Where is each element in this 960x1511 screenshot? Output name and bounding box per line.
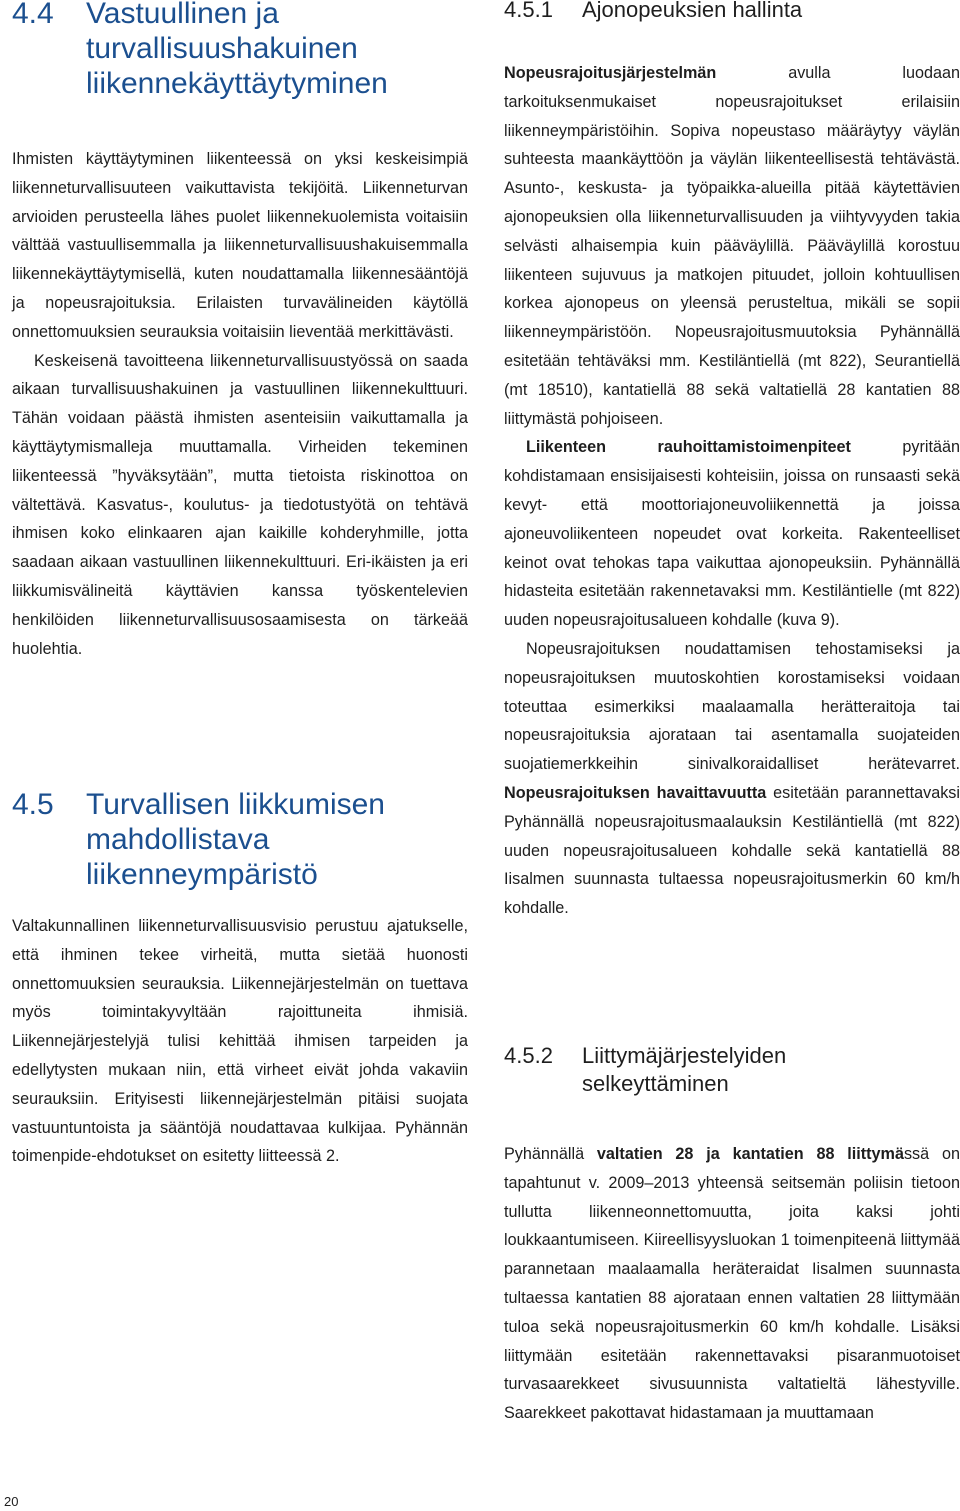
section-number: 4.5.1 <box>504 0 553 22</box>
paragraph: Valtakunnallinen liikenneturvallisuusvisio perustuu ajatukselle, että ihminen tekee virheitä, mutta sietää huonosti onnettomuuksien seurauksia. Liikennejärjestelmän on tuettava myös toimintakyvyltään rajoittuneita ihmisiä. Liikennejärjestelyjä tulisi kehittää ihmisen tarpeiden ja edellytysten mukaan niin, että virheet eivät johda vakaviin seurauksiin. Erityisesti liikennejärjestelmän pitäisi suojata vastuuntuntoista ja sääntöjä noudattavaa kulkijaa. Pyhännän toimenpide-ehdotukset on esitetty liitteessä 2. <box>12 917 468 1166</box>
paragraph: Ihmisten käyttäytyminen liikenteessä on yksi keskeisimpiä liikenneturvallisuuteen vaikuttavista tekijöitä. Liikenneturvan arvioiden perusteella lähes puolet liikennekuolemista voitaisiin välttää vastuullisemmalla ja liikenneturvallisuushakuisemmalla liikennekäyttäytymisellä, kuten noudattamalla liikennesääntöjä ja nopeusrajoituksia. Erilaisten turvavälineiden käytöllä onnettomuuksien seurauksia voitaisiin lieventää merkittävästi. <box>12 150 468 341</box>
paragraph: Pyhännällä valtatien 28 ja kantatien 88 liittymässä on tapahtunut v. 2009–2013 yhteensä seitsemän poliisin tietoon tullutta liikenneonnettomuutta, joita kaksi johti loukkaantumiseen. Kiireellisyysluokan 1 toimenpiteenä liittymää parannetaan maalaamalla heräteraidat Iisalmen suunnasta tultaessa kantatien 88 ajorataan ennen valtatien 28 liittymään tuloa sekä nopeusrajoitusmerkin 60 km/h kohdalle. Lisäksi liittymään esitetään rakennettavaksi pisaranmuotoiset turvasaarekkeet sivusuunnista valtatieltä lähestyville. Saarekkeet pakottavat hidastamaan ja muuttamaan <box>504 1145 960 1423</box>
section-title: Vastuullinen ja turvallisuushakuinen liikennekäyttäytyminen <box>86 0 388 100</box>
bold-term: Nopeusrajoituksen havaittavuutta <box>504 783 767 802</box>
bold-term: valtatien 28 ja kantatien 88 liittymä <box>596 1145 904 1163</box>
section-4-5-2-body <box>504 1140 960 1428</box>
section-title: Turvallisen liikkumisen mahdollistava liikenneympäristö <box>86 788 385 891</box>
paragraph: Keskeisenä tavoitteena liikenneturvallisuustyössä on saada aikaan turvallisuushakuinen ja vastuullinen liikennekulttuuri. Tähän voidaan päästä ihmisten asenteisiin vaikuttamalla ja käyttäytymismalleja muuttamalla. Virheiden tekeminen liikenteessä ”hyväksytään”, mutta tietoista riskinottoa on vältettävä. Kasvatus-, koulutus- ja tiedotustyötä on tehtävä ihmisen koko elinkaaren ajan kaikille kohderyhmille, jotta saadaan aikaan vastuullinen liikennekulttuuri. Eri-ikäisten ja eri liikkumisvälineitä käyttävien kanssa työskentelevien henkilöiden liikenneturvallisuusosaamisesta on tärkeää huolehtia. <box>12 351 468 658</box>
section-number: 4.5 <box>12 788 54 821</box>
section-heading-4-4 <box>12 0 388 101</box>
bold-term: Liikenteen rauhoittamistoimenpiteet <box>526 438 851 457</box>
paragraph: Nopeusrajoitusjärjestelmän avulla luodaan tarkoituksenmukaiset nopeusrajoitukset erilaisiin liikenneympäristöihin. Sopiva nopeustaso määräytyy väylän suhteesta maankäyttöön ja väylän liikenteellisestä tehtävästä. Asunto-, keskusta- ja työpaikka-alueilla pitää käytettävien ajonopeuksien olla liikenneturvallisuuden ja viihtyvyyden takia selvästi alhaisempia kuin pääväylillä. Pääväylillä korostuu liikenteen sujuvuus ja matkojen pituudet, jolloin kohtuullisen korkea ajonopeus on yleensä perusteltua, mikäli se sopii liikenneympäristöön. Nopeusrajoitusmuutoksia Pyhännällä esitetään tehtäväksi mm. Kestiläntiellä (mt 822), Seurantiellä (mt 18510), kantatiellä 88 sekä valtatiellä 28 kantatien 88 liittymästä pohjoiseen. <box>504 64 960 428</box>
section-4-5-body <box>12 912 468 1171</box>
paragraph: Nopeusrajoituksen noudattamisen tehostamiseksi ja nopeusrajoituksen muutoskohtien korostamiseksi voidaan toteuttaa esimerkiksi maalaamalla herätteraitoja tai nopeusrajoituksia ajorataan tai asentamalla suojateiden suojatiemerkkeihin sinivalkoraidalliset herätevarret. Nopeusrajoituksen havaittavuutta esitetään parannettavaksi Pyhännällä nopeusrajoitusmaalauksin Kestiläntiellä (mt 822) uuden nopeusrajoitusalueen kohdalle sekä kantatiellä 88 Iisalmen suunnasta tultaessa nopeusrajoitusmerkin 60 km/h kohdalle. <box>504 639 960 918</box>
section-heading-4-5 <box>12 787 385 892</box>
section-4-4-body <box>12 145 468 663</box>
section-heading-4-5-1 <box>504 0 802 24</box>
bold-term: Nopeusrajoitusjärjestelmän <box>504 64 717 82</box>
section-4-5-1-body <box>504 59 960 923</box>
section-number: 4.4 <box>12 0 54 30</box>
section-heading-4-5-2 <box>504 1042 786 1098</box>
section-number: 4.5.2 <box>504 1043 553 1068</box>
section-title: Ajonopeuksien hallinta <box>582 0 803 22</box>
section-title: Liittymäjärjestelyiden selkeyttäminen <box>582 1043 787 1096</box>
page-number: 20 <box>4 1494 19 1509</box>
paragraph: Liikenteen rauhoittamistoimenpiteet pyritään kohdistamaan ensisijaisesti kohteisiin, joissa on runsaasti sekä kevyt- että moottoriajoneuvoliikennettä ja joissa ajoneuvoliikenteen nopeudet ovat korkeita. Rakenteelliset keinot ovat tehokas tapa vaikuttaa ajonopeuksiin. Pyhännällä hidasteita esitetään rakennetavaksi mm. Kestiläntielle (mt 822) uuden nopeusrajoitusalueen kohdalle (kuva 9). <box>504 438 960 630</box>
